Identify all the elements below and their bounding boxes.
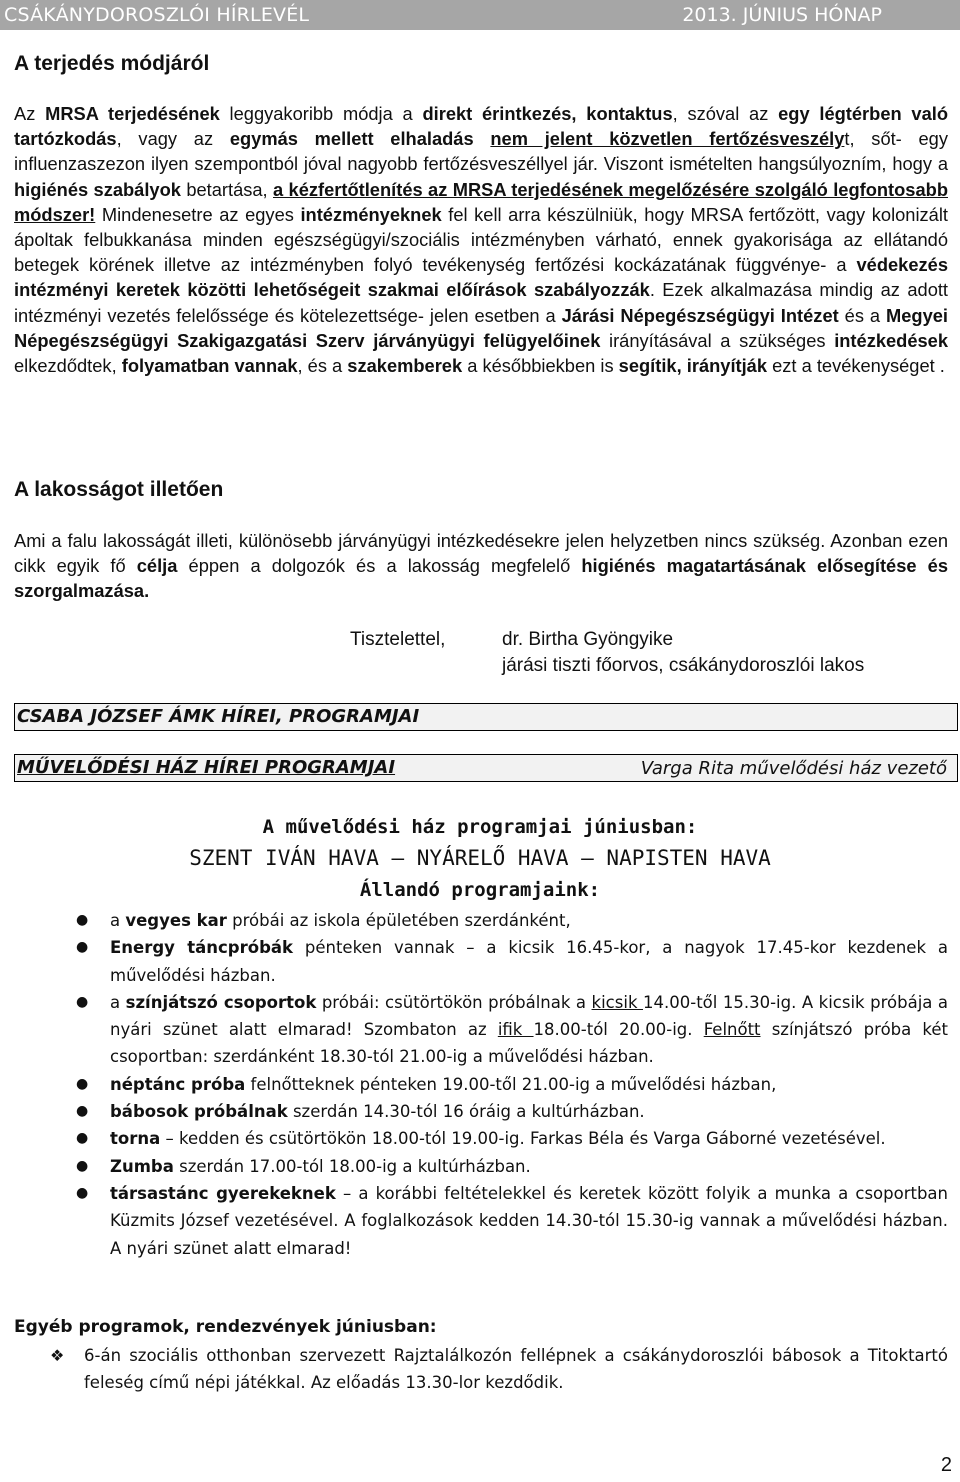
spread-paragraph: Az MRSA terjedésének leggyakoribb módja a direkt érintkezés, kontaktus, szóval az egy légtérben való tartózkodás, vagy az egymás mellett elhaladás nem jelent közvetlen fertőzésveszélyt, sőt- egy influenzaszezon ilyen szempontból jóval nagyobb fertőzésveszéllyel jár. Viszont ismételten hangsúlyozním, hogy a higiénés szabályok betartása, a kézfertőtlenítés az MRSA terjedésének megelőzésére szolgáló legfontosabb módszer! Mindenesetre az egyes intézményeknek fel kell arra készülniük, hogy MRSA fertőzött, vagy kolonizált ápoltak felbukkanása minden egészségügyi/szociális intézményben várható, ennek gyakorisága az ellátandó betegek körének illetve az intézményben folyó tevékenység fertőzési kockázatának függvénye- a védekezés intézményi keretek közötti lehetőségeit szakmai előírások szabályozzák. Ezek alkalmazása mindig az adott intézményi vezetés felelőssége és kötelezettsége- jelen esetben a Járási Népegészségügyi Intézet és a Megyei Népegészségügyi Szakigazgatási Szerv járványügyi felügyelőinek irányításával a szükséges intézkedések elkezdődtek, folyamatban vannak, és a szakemberek a későbbiekben is segítik, irányítják ezt a tevékenységet . <box>14 103 949 377</box>
school-news-banner <box>14 703 958 731</box>
program-subheading: SZENT IVÁN HAVA – NYÁRELŐ HAVA – NAPISTEN HAVA <box>189 846 771 870</box>
list-item-text: Zumba szerdán 17.00-tól 18.00-ig a kultúrházban. <box>110 1156 531 1176</box>
list-item-text: torna – kedden és csütörtökön 18.00-tól 19.00-ig. Farkas Béla és Varga Gáborné vezetésével. <box>110 1129 886 1149</box>
newsletter-header <box>0 0 960 30</box>
program-heading: A művelődési ház programjai júniusban: <box>262 816 698 838</box>
bullet-icon: ● <box>76 1130 89 1147</box>
diamond-bullet-icon: ❖ <box>50 1346 65 1365</box>
list-item-text: néptánc próba felnőtteknek pénteken 19.00-től 21.00-ig a művelődési házban, <box>110 1074 777 1094</box>
bullet-icon: ● <box>76 1103 89 1120</box>
bullet-icon: ● <box>76 1157 89 1174</box>
population-paragraph: Ami a falu lakosságát illeti, különösebb járványügyi intézkedésekre jelen helyzetben nincs szükség. Azonban ezen cikk egyik fő célja éppen a dolgozók és a lakosság megfelelő higiénés magatartásának elősegítése és szorgalmazása. <box>14 530 948 602</box>
culture-news-author: Varga Rita művelődési ház vezető <box>640 758 947 779</box>
list-item <box>14 1098 948 1125</box>
school-news-title: CSABA JÓZSEF ÁMK HÍREI, PROGRAMJAI <box>17 706 420 727</box>
culture-news-title: MŰVELŐDÉSI HÁZ HÍREI PROGRAMJAI <box>17 757 396 778</box>
list-item-text: Energy táncpróbák pénteken vannak – a kicsik 16.45-kor, a nagyok 17.45-kor kezdenek a művelődési házban. <box>110 938 948 985</box>
signature-role: járási tiszti főorvos, csákánydoroszlói lakos <box>502 655 865 676</box>
other-event-text: 6-án szociális otthonban szervezett Rajztalálkozón fellépnek a csákánydoroszlói bábosok a Titoktartó feleség című népi játékkal. Az előadás 13.30-lor kezdődik. <box>84 1346 948 1393</box>
list-item <box>14 1153 948 1180</box>
list-item <box>14 1180 948 1262</box>
list-item-text: a vegyes kar próbái az iskola épületében szerdánként, <box>110 911 571 930</box>
list-item <box>14 934 948 989</box>
list-item <box>14 907 948 934</box>
page-number: 2 <box>940 1454 952 1476</box>
list-item <box>14 1125 948 1152</box>
list-item-text: társastánc gyerekeknek – a korábbi feltételekkel és keretek között folyik a munka a csoportban Küzmits József vezetésével. A foglalkozások kedden 14.30-tól 15.30-ig vannak a művelődési házban. A nyári szünet alatt elmarad! <box>110 1183 949 1258</box>
bullet-icon: ● <box>76 993 89 1010</box>
other-event-item <box>14 1342 948 1397</box>
list-item <box>14 989 948 1071</box>
signature-greeting: Tisztelettel, <box>350 629 446 650</box>
signature-name: dr. Birtha Gyöngyike <box>502 629 674 650</box>
program-list <box>14 907 948 1262</box>
bullet-icon: ● <box>76 1184 89 1201</box>
bullet-icon: ● <box>76 912 89 928</box>
culture-news-banner <box>14 754 958 782</box>
bullet-icon: ● <box>76 939 89 956</box>
other-events-heading: Egyéb programok, rendezvények júniusban: <box>14 1317 437 1337</box>
newsletter-title: CSÁKÁNYDOROSZLÓI HÍRLEVÉL <box>4 4 310 26</box>
list-item-text: a színjátszó csoportok próbái: csütörtökön próbálnak a kicsik 14.00-től 15.30-ig. A kicsik próbája a nyári szünet alatt elmarad! Szombaton az ifik 18.00-tól 20.00-ig. Felnőtt színjátszó próba két csoportban: szerdánként 18.30-tól 21.00-ig a művelődési házban. <box>110 992 949 1067</box>
issue-date: 2013. JÚNIUS HÓNAP <box>682 4 882 26</box>
section-title-population: A lakosságot illetően <box>14 478 224 501</box>
list-item <box>14 1071 948 1098</box>
section-title-spread: A terjedés módjáról <box>14 52 210 75</box>
permanent-programs-heading: Állandó programjaink: <box>359 879 601 901</box>
bullet-icon: ● <box>76 1075 89 1092</box>
list-item-text: bábosok próbálnak szerdán 14.30-tól 16 óráig a kultúrházban. <box>110 1102 645 1122</box>
